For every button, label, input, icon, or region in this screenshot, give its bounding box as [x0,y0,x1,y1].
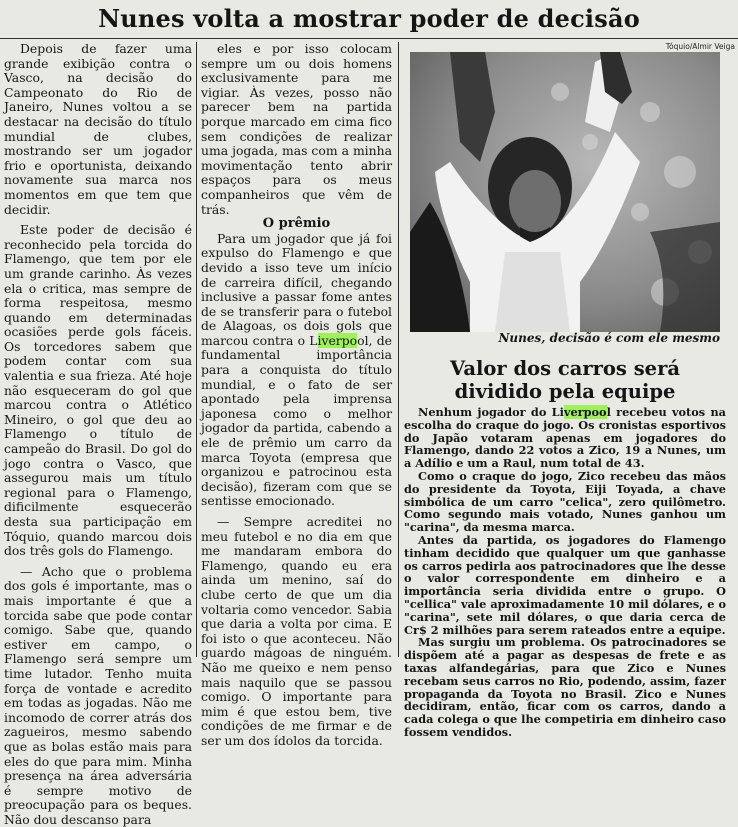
section-subhead: O prêmio [262,216,331,232]
column-divider-1 [196,42,197,657]
article-column-1 [4,42,192,827]
photo-credit: Tóquio/Almir Veiga [665,42,735,51]
text-run: l recebeu votos na escolha do craque do jogo. Os cronistas esportivos do Japão votaram apenas em jogadores do Flamengo, dando 22 votos a Zico, 19 a Nunes, um a Adílio e um a Raul, num total de 43. [404,405,726,471]
photo-caption: Nunes, decisão é com ele mesmo [498,331,720,345]
text-run: ol, de fundamental importância para a conquista do título mundial, e o fato de ser apontado pela imprensa japonesa como o melhor jogador da partida, cabendo a ele de prêmio um carro da marca Toyota (empresa que organizou e patrocinou esta decisão), fizeram com que se sentisse emocionado. [201,332,392,509]
headline: Nunes volta a mostrar poder de decisão [98,4,640,33]
search-highlight: iverpo [317,332,358,348]
text-run: Para um jogador que já foi expulso do Flamengo e que devido a isso teve um início de carreira difícil, chegando inclusive a passar fome antes de se transferir para o futebol de Alagoas, os dois gols que marcou contra o L [201,230,392,348]
sidebar-article [404,406,726,739]
sidebar-headline [410,357,720,403]
paragraph: — Sempre acreditei no meu futebol e no dia em que me mandaram embora do Flamengo, quando eu era ainda um menino, saí do clube certo de que um dia voltaria como vencedor. Sabia que daria a volta por cima. E foi isto o que aconteceu. Não guardo mágoas de ninguém. Não me queixo e nem penso mais naquilo que se passou comigo. O importante para mim é que estou bem, tive condições de me firmar e de ser um dos ídolos da torcida. [201,514,392,748]
paragraph: Depois de fazer uma grande exibição contra o Vasco, na decisão do Campeonato do Rio de Janeiro, Nunes voltou a se destacar na decisão do título mundial de clubes, mostrando ser um jogador frio e oportunista, deixando novamente sua marca nos momentos em que tem que decidir. [4,41,192,217]
paragraph: eles e por isso colocam sempre um ou dois homens exclusivamente para me vigiar. Às vezes, posso não parecer bem na partida porque marcado em cima fico sem condições de realizar uma jogada, mas com a minha movimentação tento abrir espaços para os meus companheiros que vêm de trás. [201,41,392,217]
sidebar-headline-line: Valor dos carros será [450,357,680,380]
search-highlight: verpoo [563,405,607,419]
headline-divider [0,38,738,39]
text-run: Nenhum jogador do Li [418,405,564,419]
paragraph: Antes da partida, os jogadores do Flamengo tinham decidido que qualquer um que ganhasse os carros pedirla aos patrocinadores que lhe desse o valor correspondente em dinheiro e a importância seria dividida entre o grupo. O "cellica" vale aproximadamente 10 mil dólares, e o "carina", sete mil dólares, o que daria cerca de Cr$ 2 milhões para serem rateados entre a equipe. [404,532,726,637]
paragraph: Como o craque do jogo, Zico recebeu das mãos do presidente da Toyota, Eiji Toyada, a chave simbólica de um carro "celica", zero quilômetro. Como segundo mais votado, Nunes ganhou um "carina", da mesma marca. [404,468,726,535]
paragraph: Este poder de decisão é reconhecido pela torcida do Flamengo, que tem por ele um grande carinho. Às vezes ela o critica, mas sempre de forma respeitosa, mesmo quando em determinadas ocasiões perde gols fáceis. Os torcedores sabem que podem contar com sua valentia e sua frieza. Até hoje não esqueceram do gol que marcou contra o Atlético Mineiro, o gol que deu ao Flamengo o título de campeão do Brasil. Do gol do jogo contra o Vasco, que assegurou mais um título regional para o Flamengo, dificilmente esquecerão desta sua participação em Tóquio, quando marcou dois dos três gols do Flamengo. [4,222,192,559]
photo-image [410,52,720,332]
article-column-2 [201,42,392,749]
news-photo [410,52,720,332]
paragraph: Mas surgiu um problema. Os patrocinadores se dispõem até a pagar as despesas de frete e as taxas alfandegárias, para que Zico e Nunes recebam seus carros no Rio, podendo, assim, fazer propaganda da Toyota no Brasil. Zico e Nunes decidiram, então, ficar com os carros, dando a cada colega o que lhe competiria em dinheiro caso fossem vendidos. [404,635,726,739]
column-divider-2 [398,42,399,657]
paragraph: — Acho que o problema dos gols é importante, mas o mais importante é que a torcida sabe que pode contar comigo. Sabe que, quando estiver em campo, o Flamengo será sempre um time lutador. Tenho muita força de vontade e acredito em todas as jogadas. Não me incomodo de correr atrás dos zagueiros, mesmo sabendo que as bolas estão mais para eles do que para mim. Minha presença na área adversária é sempre motivo de preocupação para os beques. Não dou descanso para [4,563,192,827]
paragraph [404,406,726,470]
sidebar-headline-line: dividido pela equipe [454,380,676,403]
paragraph [201,232,392,509]
